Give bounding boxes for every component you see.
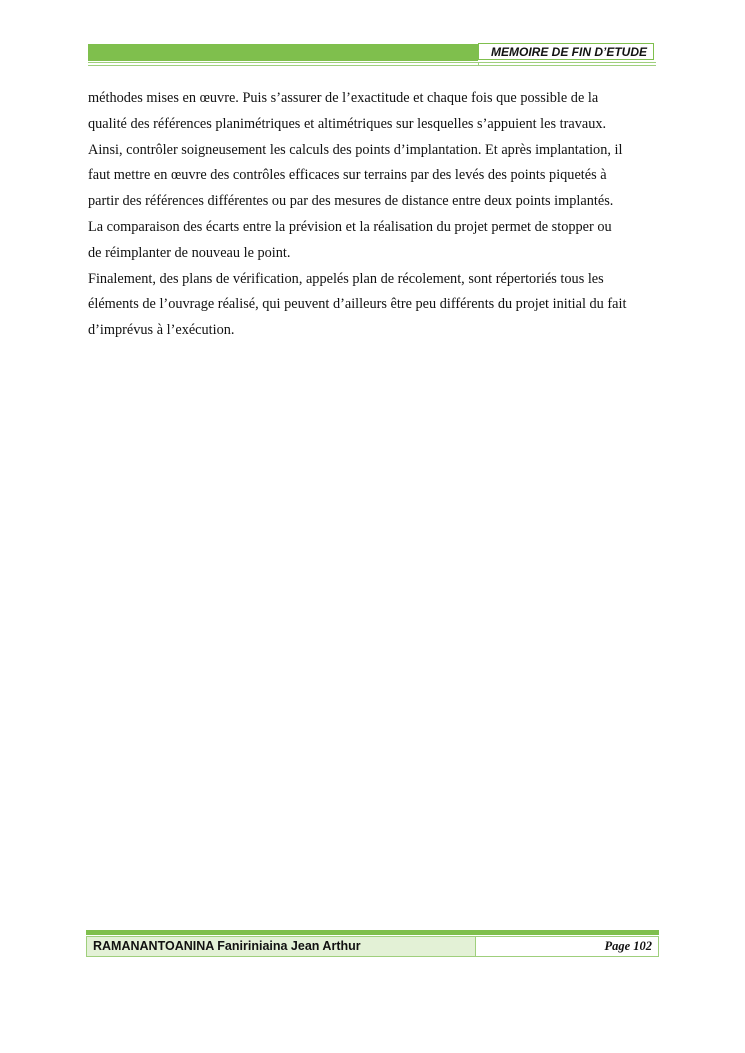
text-line: qualité des références planimétriques et altimétriques sur lesquelles s’appuient les travaux.: [88, 115, 607, 132]
page-footer: [86, 930, 659, 958]
body-text: [88, 86, 658, 344]
page-header: [88, 43, 656, 67]
text-line: éléments de l’ouvrage réalisé, qui peuvent d’ailleurs être peu différents du projet initial du fait: [88, 296, 627, 313]
text-line: d’imprévus à l’exécution.: [88, 322, 235, 339]
text-line: Ainsi, contrôler soigneusement les calculs des points d’implantation. Et après implantation, il: [88, 141, 623, 158]
text-line: partir des références différentes ou par des mesures de distance entre deux points implantés.: [88, 193, 614, 210]
footer-author: RAMANANTOANINA Faniriniaina Jean Arthur: [87, 937, 476, 956]
page-number: Page 102: [604, 939, 652, 953]
text-line: de réimplanter de nouveau le point.: [88, 244, 291, 261]
text-line: Finalement, des plans de vérification, appelés plan de récolement, sont répertoriés tous les: [88, 270, 604, 287]
header-divider: [88, 62, 656, 66]
text-line: méthodes mises en œuvre. Puis s’assurer de l’exactitude et chaque fois que possible de la: [88, 90, 599, 106]
header-green-bar: [88, 44, 478, 61]
footer-green-bar: [86, 930, 659, 935]
text-line: La comparaison des écarts entre la prévision et la réalisation du projet permet de stopper ou: [88, 218, 612, 235]
text-line: faut mettre en œuvre des contrôles efficaces sur terrains par des levés des points piquetés à: [88, 167, 607, 184]
footer-row: [86, 936, 659, 957]
header-title: MEMOIRE DE FIN D’ETUDE: [478, 43, 654, 60]
